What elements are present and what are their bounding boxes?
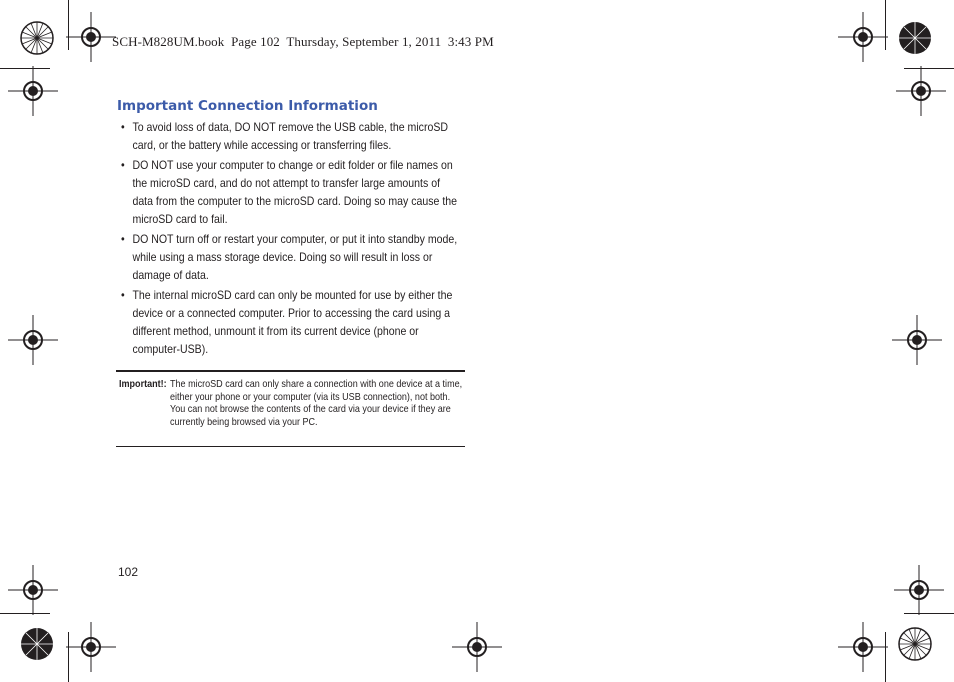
star-target-icon [898,21,932,55]
registration-mark-icon [8,565,58,615]
bullet-icon: • [121,158,125,172]
list-item [121,118,462,154]
page-number: 102 [118,565,139,579]
bullet-icon: • [121,232,125,246]
bullet-list [121,118,458,360]
important-note [116,370,465,447]
bullet-icon: • [121,120,125,134]
bullet-text: DO NOT turn off or restart your computer, or put it into standby mode, while using a mass storage device. Doing so will result in loss or damage of data. [132,232,458,282]
list-item [121,286,462,358]
star-target-icon [20,21,54,55]
note-label: Important!: [119,378,167,390]
registration-mark-icon [894,565,944,615]
list-item [121,156,462,228]
bullet-text: DO NOT use your computer to change or edit folder or file names on the microSD card, and do not attempt to transfer large amounts of data from the computer to the microSD card. Doing so may cause the microSD card to fail. [132,158,458,226]
registration-mark-icon [838,12,888,62]
bullet-text: To avoid loss of data, DO NOT remove the USB cable, the microSD card, or the battery while accessing or transferring files. [132,120,449,152]
registration-mark-icon [8,66,58,116]
registration-mark-icon [892,315,942,365]
registration-mark-icon [896,66,946,116]
registration-mark-icon [66,12,116,62]
section-title: Important Connection Information [117,98,378,114]
registration-mark-icon [452,622,502,672]
star-target-icon [20,627,54,661]
registration-mark-icon [66,622,116,672]
registration-mark-icon [8,315,58,365]
book-header: SCH-M828UM.book Page 102 Thursday, September 1, 2011 3:43 PM [112,34,494,49]
registration-mark-icon [838,622,888,672]
bullet-text: The internal microSD card can only be mounted for use by either the device or a connected computer. Prior to accessing the card using a different method, unmount it from its current device (phone or computer-USB). [132,288,453,356]
star-target-icon [898,627,932,661]
bullet-icon: • [121,288,125,302]
list-item [121,230,462,284]
note-text: The microSD card can only share a connection with one device at a time, either your phone or your computer (via its USB connection), not both. You can not browse the contents of the card via your device if they are currently being browsed via your PC. [170,378,463,428]
